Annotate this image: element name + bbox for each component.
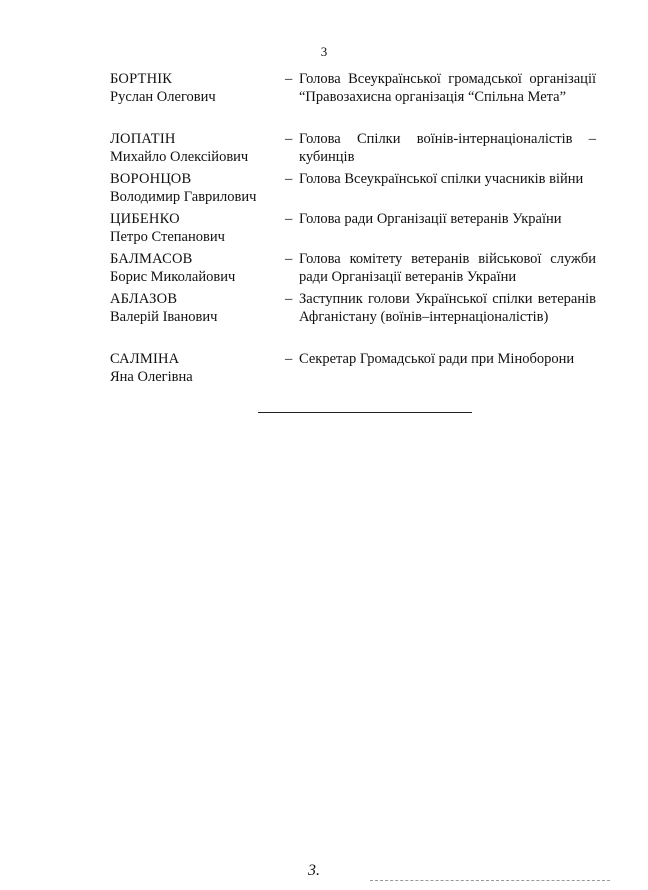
member-name [110,130,285,166]
member-surname: АБЛАЗОВ [110,291,178,307]
separator-dash: – [285,291,293,307]
member-given-names: Борис Миколайович [110,269,236,285]
member-role: Голова Всеукраїнської спілки учасників війни [299,171,584,187]
separator-dash: – [285,171,293,187]
member-given-names: Петро Степанович [110,229,225,245]
member-entry [110,250,596,290]
member-surname: САЛМІНА [110,351,180,367]
member-given-names: Михайло Олексійович [110,149,249,165]
member-entry [110,130,596,170]
member-name [110,170,285,206]
member-given-names: Руслан Олегович [110,89,216,105]
member-entry [110,170,596,210]
member-role: Голова Спілки воїнів-інтернаціоналістів – кубинців [299,131,596,165]
handwritten-page-number: 3. [308,862,320,879]
page-number: 3 [320,44,328,59]
member-surname: БОРТНІК [110,71,173,87]
member-role: Голова комітету ветеранів військової служби ради Організації ветеранів України [299,251,596,285]
member-role: Голова ради Організації ветеранів України [299,211,562,227]
member-name [110,290,285,326]
member-entry [110,70,596,130]
member-surname: ЛОПАТІН [110,131,176,147]
separator-dash: – [285,211,293,227]
member-entry [110,350,596,390]
separator-dash: – [285,71,293,87]
member-name [110,210,285,246]
member-name [110,70,285,106]
member-given-names: Володимир Гаврилович [110,189,257,205]
separator-dash: – [285,351,293,367]
separator-dash: – [285,131,293,147]
members-list [110,70,596,390]
member-surname: ЦИБЕНКО [110,211,180,227]
closing-divider [258,412,472,413]
member-entry [110,290,596,350]
member-entry [110,210,596,250]
member-name [110,350,285,386]
member-role: Заступник голови Української спілки ветеранів Афганістану (воїнів–інтернаціоналістів) [299,291,596,325]
separator-dash: – [285,251,293,267]
member-name [110,250,285,286]
member-role: Голова Всеукраїнської громадської організації “Правозахисна організація “Спільна Мета” [299,71,596,105]
member-surname: БАЛМАСОВ [110,251,193,267]
member-given-names: Яна Олегівна [110,369,193,385]
scan-edge-line [370,880,610,881]
member-role: Секретар Громадської ради при Міноборони [299,351,575,367]
member-given-names: Валерій Іванович [110,309,218,325]
member-surname: ВОРОНЦОВ [110,171,192,187]
